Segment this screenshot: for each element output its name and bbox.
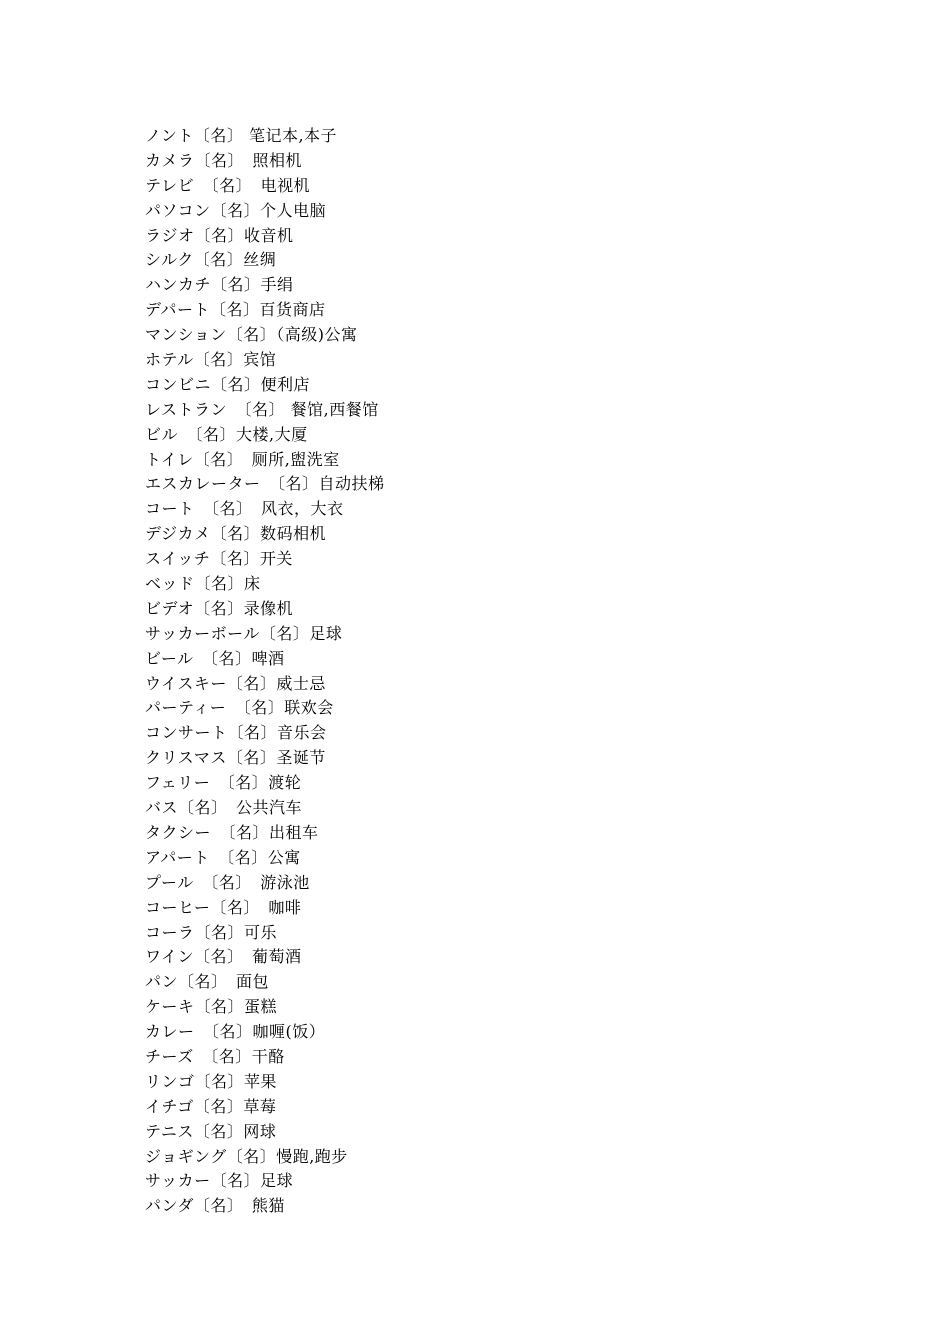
vocab-entry: ビール 〔名〕啤酒 (145, 648, 285, 668)
vocab-entry: コーラ〔名〕可乐 (145, 922, 278, 942)
vocab-entry: ノント〔名〕 笔记本,本子 (145, 126, 338, 145)
vocab-entry: デジカメ〔名〕数码相机 (145, 524, 327, 544)
vocab-entry: アパート 〔名〕公寓 (145, 847, 301, 867)
vocab-entry: テニス〔名〕网球 (145, 1121, 277, 1141)
vocab-entry: コンサート〔名〕音乐会 (145, 723, 327, 743)
vocab-entry: パーティー 〔名〕联欢会 (145, 698, 334, 718)
vocab-entry: ハンカチ〔名〕手绢 (145, 275, 294, 295)
vocab-entry: コート 〔名〕 风衣，大衣 (145, 499, 344, 519)
vocab-entry: エスカレーター 〔名〕自动扶梯 (145, 474, 385, 494)
vocab-entry: ビル 〔名〕大楼,大厦 (145, 424, 308, 444)
vocab-entry: コンビニ〔名〕便利店 (145, 374, 311, 394)
vocab-entry: イチゴ〔名〕草莓 (145, 1096, 277, 1116)
vocab-entry: カメラ〔名〕 照相机 (145, 150, 303, 170)
vocab-entry: テレビ 〔名〕 电视机 (145, 175, 311, 195)
vocab-entry: リンゴ〔名〕苹果 (145, 1071, 278, 1091)
vocab-entry: パン〔名〕 面包 (145, 972, 270, 992)
vocab-entry: プール 〔名〕 游泳池 (145, 872, 310, 892)
vocab-entry: パソコン〔名〕个人电脑 (145, 200, 327, 220)
vocab-entry: フェリー 〔名〕渡轮 (145, 773, 302, 793)
vocab-entry: トイレ〔名〕 厕所,盥洗室 (145, 449, 340, 469)
vocab-entry: レストラン 〔名〕 餐馆,西餐馆 (145, 399, 379, 419)
vocab-entry: コーヒー〔名〕 咖啡 (145, 897, 302, 917)
vocab-entry: シルク〔名〕丝绸 (145, 250, 277, 270)
vocab-entry: ホテル〔名〕宾馆 (145, 350, 277, 370)
vocab-entry: カレー 〔名〕咖喱(饭） (145, 1022, 326, 1042)
vocab-entry: ビデオ〔名〕录像机 (145, 598, 294, 618)
vocab-entry: チーズ 〔名〕干酪 (145, 1046, 285, 1066)
vocab-entry: ジョギング〔名〕慢跑,跑步 (145, 1146, 348, 1166)
vocab-entry: ベッド〔名〕床 (145, 574, 261, 594)
vocab-entry: ケーキ〔名〕蛋糕 (145, 997, 278, 1017)
vocab-entry: ワイン〔名〕 葡萄酒 (145, 947, 302, 967)
vocabulary-list (145, 124, 385, 1219)
vocab-entry: スイッチ〔名〕开关 (145, 549, 293, 569)
vocab-entry: マンション〔名〕（高级)公寓 (145, 325, 358, 345)
vocab-entry: バス〔名〕 公共汽车 (145, 798, 303, 818)
vocab-entry: タクシー 〔名〕出租车 (145, 822, 319, 842)
vocab-entry: サッカーボール〔名〕足球 (145, 623, 343, 643)
vocab-entry: デパート〔名〕百货商店 (145, 300, 326, 320)
vocab-entry: サッカー〔名〕足球 (145, 1171, 294, 1191)
vocab-entry: クリスマス〔名〕圣诞节 (145, 748, 326, 768)
vocab-entry: パンダ〔名〕 熊猫 (145, 1196, 285, 1216)
vocab-entry: ウイスキー〔名〕威士忌 (145, 673, 326, 693)
vocab-entry: ラジオ〔名〕收音机 (145, 225, 294, 245)
